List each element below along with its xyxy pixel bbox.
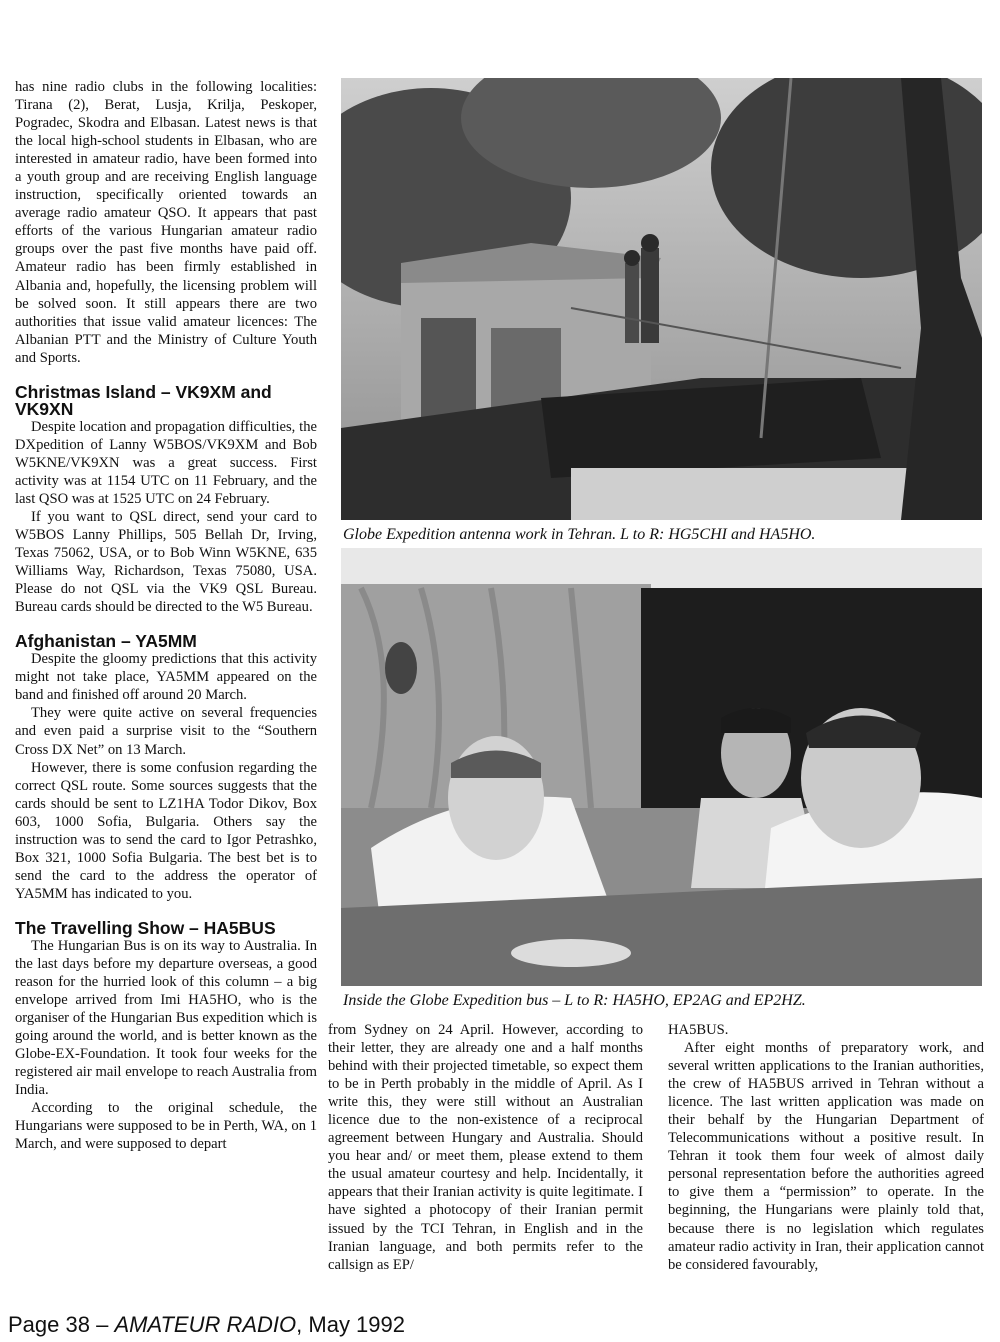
afghanistan-paragraph-3: However, there is some confusion regarding the correct QSL route. Some sources suggests that the cards should be sent to LZ1HA Todor Dikov, Box 603, 1000 Sofia, Bulgaria. Others say the instruction was to send the card to Igor Petrashko, Box 321, 1000 Sofia Bulgaria. The best bet is to send the card to the address the operator of YA5MM has indicated to you. <box>15 759 317 902</box>
photo-antenna-work-image <box>341 78 982 520</box>
photo-antenna-work-caption: Globe Expedition antenna work in Tehran. L to R: HG5CHI and HA5HO. <box>343 526 816 543</box>
photo-antenna-work <box>341 78 982 520</box>
afghanistan-paragraph-1: Despite the gloomy predictions that this activity might not take place, YA5MM appeared on the band and finished off around 20 March. <box>15 651 317 704</box>
photo-bus-interior <box>341 548 982 986</box>
footer-magazine: AMATEUR RADIO <box>114 1312 297 1337</box>
right-column <box>668 1021 984 1274</box>
left-column <box>15 78 317 1153</box>
middle-column <box>328 1021 643 1274</box>
photo-bus-interior-image <box>341 548 982 986</box>
right-column-start: HA5BUS. <box>668 1022 729 1038</box>
middle-column-text: from Sydney on 24 April. However, according to their letter, they are already one and a half months behind with their projected timetable, so expect them to be in Perth probably in the middle of April. As I write this, they were still without an Australian licence due to the non-existence of a reciprocal agreement between Hungary and Australia. Should you hear and/ or meet them, please extend to them the usual amateur courtesy and help. Incidentally, it appears that their Iranian activity is quite legitimate. I have sighted a photocopy of their Iranian permit issued by the TCI Tehran, in English and in the Iranian language, and both permits refer to the callsign as EP/ <box>328 1022 643 1273</box>
heading-afghanistan: Afghanistan – YA5MM <box>15 631 197 652</box>
heading-travelling-show: The Travelling Show – HA5BUS <box>15 917 276 938</box>
footer-date: , May 1992 <box>296 1312 405 1337</box>
heading-christmas-island: Christmas Island – VK9XM and VK9XN <box>15 381 272 419</box>
afghanistan-paragraph-2: They were quite active on several frequencies and even paid a surprise visit to the “Southern Cross DX Net” on 13 March. <box>15 705 317 758</box>
right-column-paragraph: After eight months of preparatory work, and several written applications to the Iranian authorities, the crew of HA5BUS arrived in Tehran without a licence. The last written application was made on their behalf by the Hungarian Department of Telecommunications without a positive result. In Tehran it took them four week of almost daily personal representation before the authorities agreed to give them a “permission” to operate. In the beginning, the Hungarians were plainly told that, because there is no legislation which regulates amateur radio activity in Iran, their application cannot be considered favourably, <box>668 1040 984 1273</box>
photo-bus-interior-caption: Inside the Globe Expedition bus – L to R: HA5HO, EP2AG and EP2HZ. <box>343 992 806 1009</box>
travelling-paragraph-1: The Hungarian Bus is on its way to Australia. In the last days before my departure overseas, a good reason for the hurried look of this column – a big envelope arrived from Imi HA5HO, who is the organiser of the Hungarian Bus expedition which is going around the world, and is better known as the Globe-EX-Foundation. It took four weeks for the registered air mail envelope to reach Australia from India. <box>15 937 317 1099</box>
travelling-paragraph-2: According to the original schedule, the Hungarians were supposed to be in Perth, WA, on 1 March, and were supposed to depart <box>15 1100 317 1153</box>
christmas-paragraph-1: Despite location and propagation difficulties, the DXpedition of Lanny W5BOS/VK9XM and Bob W5KNE/VK9XN was a great success. First activity was at 1154 UTC on 11 February, and the last QSO was at 1525 UTC on 24 February. <box>15 418 317 507</box>
christmas-paragraph-2: If you want to QSL direct, send your card to W5BOS Lanny Phillips, 505 Bellah Dr, Irving, Texas 75062, USA, or to Bob Winn W5KNE, 635 Williams Way, Richardson, Texas 75080, USA. Please do not QSL via the VK9 QSL Bureau. Bureau cards should be directed to the W5 Bureau. <box>15 508 317 616</box>
page-footer <box>8 1312 405 1338</box>
intro-paragraph: has nine radio clubs in the following localities: Tirana (2), Berat, Lusja, Krilja, Peskoper, Pogradec, Skodra and Elbasan. Latest news is that the local high-school students in Elbasan, who are interested in amateur radio, have been formed into a youth group and are receiving English language instruction, specifically oriented towards an average radio amateur QSO. It appears that past efforts of the various Hungarian amateur radio groups over the past five months have paid off. Amateur radio has been firmly established in Albania and, hopefully, the licensing problem will be solved soon. It still appears there are two authorities that issue valid amateur licences: The Albanian PTT and the Ministry of Culture Youth and Sports. <box>15 79 317 366</box>
footer-page: Page 38 – <box>8 1312 115 1337</box>
